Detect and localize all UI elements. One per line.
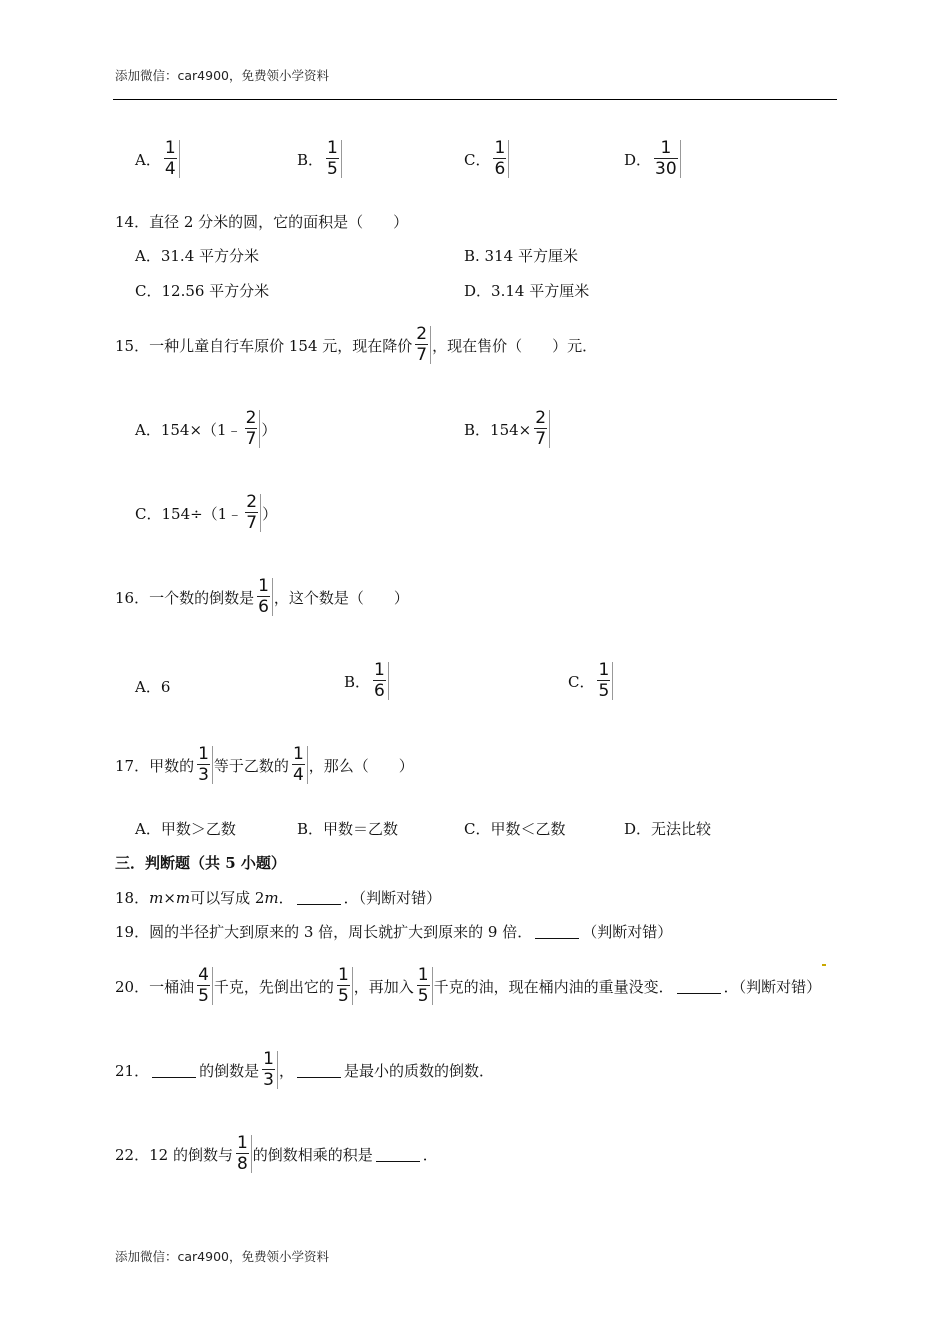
fraction: $\frac{2}{7}$ — [243, 494, 261, 532]
fraction: $\frac{1}{4}$ — [290, 746, 308, 784]
q15-stem: 15．一种儿童自行车原价 154 元，现在降价 $\frac{2}{7}$ ，现在售价（ ）元． — [115, 324, 598, 365]
q17-option-a[interactable]: A．甲数＞乙数 — [135, 820, 236, 838]
fraction: $\frac{1}{5}$ — [595, 662, 613, 700]
q17-option-c[interactable]: C．甲数＜乙数 — [464, 820, 566, 838]
decorative-mark — [822, 964, 826, 966]
fraction: $\frac{1}{3}$ — [195, 746, 213, 784]
fraction: $\frac{2}{7}$ — [532, 410, 550, 448]
q13-option-c[interactable] — [464, 140, 510, 178]
option-label: A． — [135, 150, 161, 169]
q14-option-a[interactable]: A．31.4 平方分米 — [135, 247, 259, 265]
option-label: C． — [464, 150, 491, 169]
option-label: B． — [297, 150, 324, 169]
q13-option-b[interactable] — [297, 140, 343, 178]
fraction: $\frac{1}{6}$ — [371, 662, 389, 700]
q17-option-d[interactable]: D．无法比较 — [624, 820, 712, 838]
fraction: $\frac{1}{4}$ — [162, 140, 180, 178]
fraction: $\frac{1}{5}$ — [415, 967, 433, 1005]
q16-option-c[interactable]: C． $\frac{1}{5}$ — [568, 662, 614, 700]
answer-blank[interactable] — [297, 890, 341, 905]
option-label: D． — [624, 150, 652, 169]
fraction: $\frac{1}{8}$ — [234, 1135, 252, 1173]
q16-stem: 16．一个数的倒数是 $\frac{1}{6}$ ，这个数是（ ） — [115, 576, 409, 617]
page-footer: 添加微信：car4900，免费领小学资料 — [115, 1249, 329, 1264]
answer-blank[interactable] — [297, 1063, 341, 1078]
q15-option-a[interactable]: A．154×（1﹣ $\frac{2}{7}$ ） — [135, 408, 277, 449]
fraction: $\frac{4}{5}$ — [195, 967, 213, 1005]
q20-stem: 20．一桶油 $\frac{4}{5}$ 千克，先倒出它的 $\frac{1}{5}$ ，再加入 $\frac{1}{5}$ 千克的油，现在桶内油的重量没变． ．（判断对错） — [115, 965, 822, 1006]
header-divider — [113, 99, 837, 100]
q21-stem: 21． 的倒数是 $\frac{1}{3}$ ， 是最小的质数的倒数． — [115, 1049, 494, 1090]
fraction: $\frac{1}{5}$ — [324, 140, 342, 178]
page-header: 添加微信：car4900，免费领小学资料 — [115, 68, 329, 83]
q13-option-a[interactable] — [135, 140, 181, 178]
q16-option-a[interactable]: A．6 — [135, 678, 171, 696]
q17-option-b[interactable]: B．甲数＝乙数 — [297, 820, 399, 838]
q15-option-c[interactable]: C．154÷（1﹣ $\frac{2}{7}$ ） — [135, 492, 278, 533]
q18-stem: 18． m×m 可以写成 2 m ． ．（判断对错） — [115, 888, 442, 907]
answer-blank[interactable] — [535, 924, 579, 939]
fraction: $\frac{1}{6}$ — [491, 140, 509, 178]
q17-stem: 17．甲数的 $\frac{1}{3}$ 等于乙数的 $\frac{1}{4}$ ，那么（ ） — [115, 744, 414, 785]
answer-blank[interactable] — [677, 979, 721, 994]
answer-blank[interactable] — [376, 1147, 420, 1162]
fraction: $\frac{1}{3}$ — [260, 1051, 278, 1089]
answer-blank[interactable] — [152, 1063, 196, 1078]
q14-option-c[interactable]: C．12.56 平方分米 — [135, 282, 270, 300]
q22-stem: 22．12 的倒数与 $\frac{1}{8}$ 的倒数相乘的积是 ． — [115, 1133, 438, 1174]
q19-stem: 19．圆的半径扩大到原来的 3 倍，周长就扩大到原来的 9 倍． （判断对错） — [115, 923, 673, 941]
fraction: $\frac{1}{6}$ — [255, 578, 273, 616]
section-title: 三．判断题（共 5 小题） — [115, 854, 286, 872]
fraction: $\frac{1}{30}$ — [652, 140, 681, 178]
fraction: $\frac{1}{5}$ — [335, 967, 353, 1005]
q14-option-d[interactable]: D．3.14 平方厘米 — [464, 282, 590, 300]
q13-option-d[interactable] — [624, 140, 682, 178]
q14-stem: 14．直径 2 分米的圆，它的面积是（ ） — [115, 213, 409, 231]
fraction: $\frac{2}{7}$ — [413, 326, 431, 364]
q15-option-b[interactable]: B．154× $\frac{2}{7}$ — [464, 410, 551, 448]
q16-option-b[interactable]: B． $\frac{1}{6}$ — [344, 662, 390, 700]
q14-option-b[interactable]: B. 314 平方厘米 — [464, 247, 578, 265]
fraction: $\frac{2}{7}$ — [243, 410, 261, 448]
